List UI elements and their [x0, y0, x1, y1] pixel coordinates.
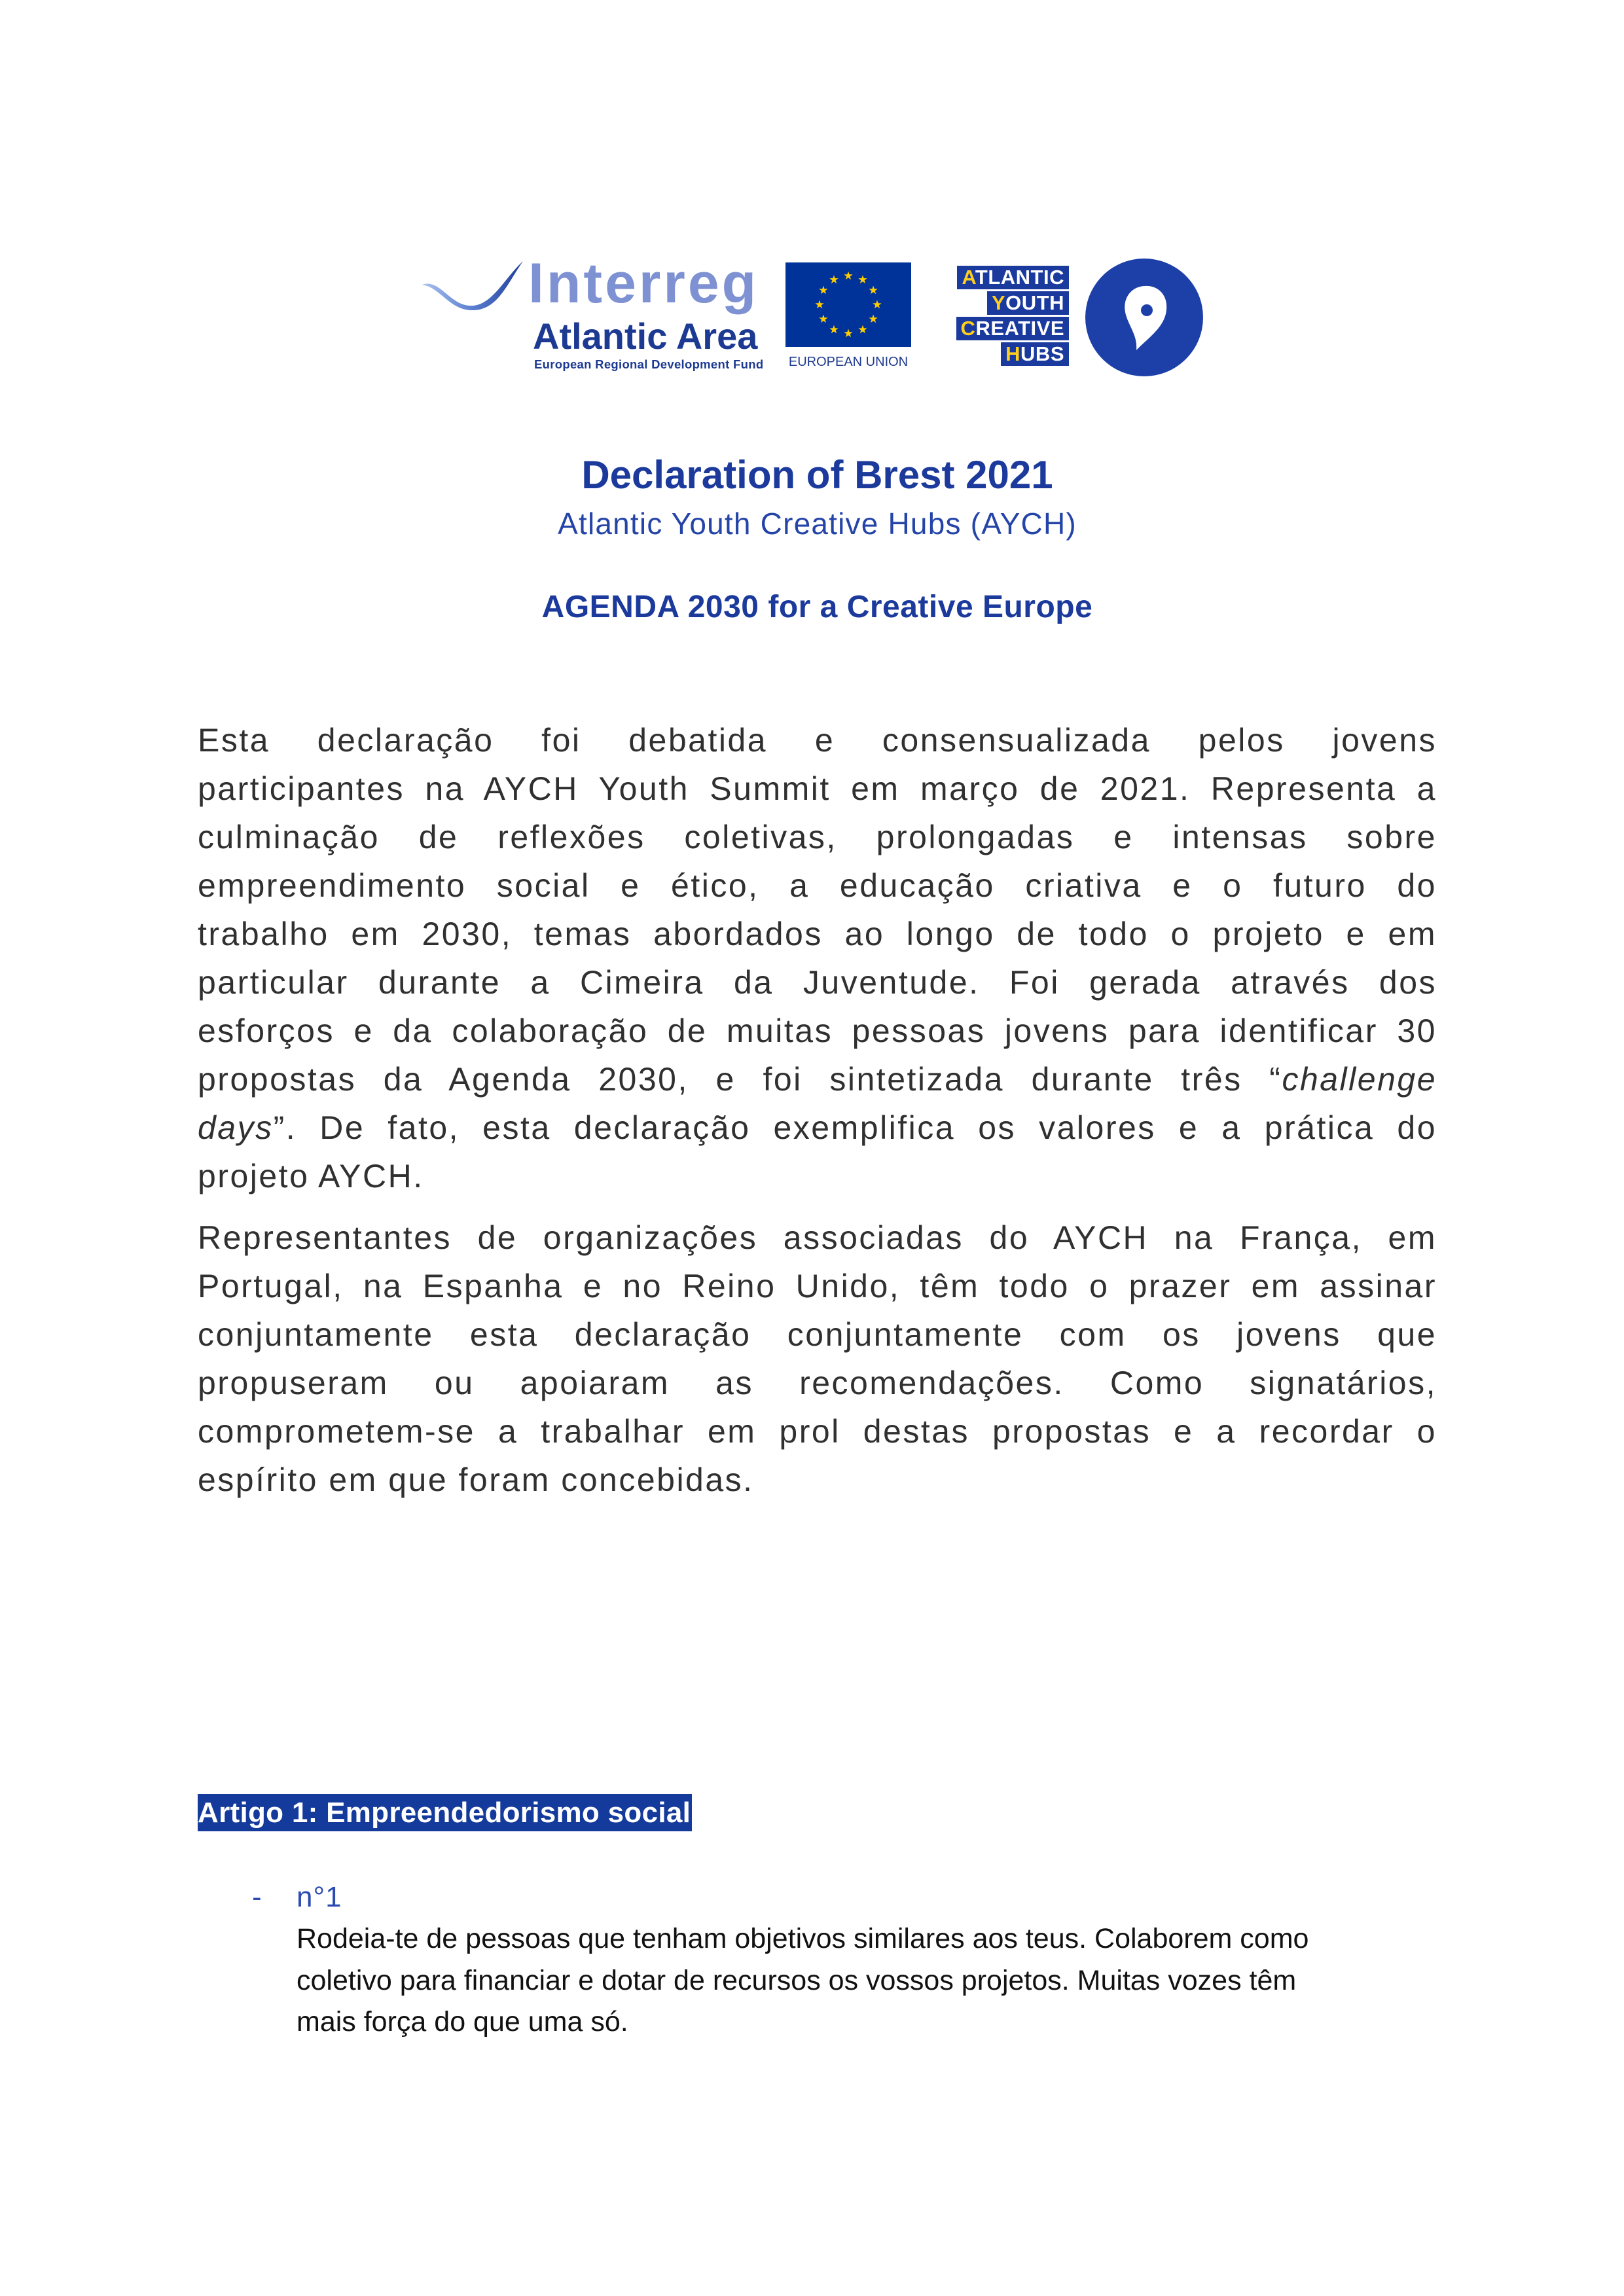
aych-logo-line: ATLANTIC — [957, 266, 1069, 289]
interreg-fund-name: European Regional Development Fund — [534, 357, 764, 371]
proposal-line: coletivo para financiar e dotar de recursos os vossos projetos. Muitas vozes têm — [297, 1964, 1297, 1996]
paragraph-text: propostas da Agenda 2030, e foi sintetizada durante três “ — [198, 1061, 1282, 1098]
paragraph-line: participantes na AYCH Youth Summit em março de 2021. Representa a — [198, 770, 1437, 807]
proposal-line: Rodeia-te de pessoas que tenham objetivos similares aos teus. Colaborem como — [297, 1923, 1309, 1954]
agenda-heading: AGENDA 2030 for a Creative Europe — [541, 590, 1093, 624]
aych-logo-line: YOUTH — [987, 291, 1069, 315]
eu-label: EUROPEAN UNION — [788, 355, 909, 369]
paragraph-line: trabalho em 2030, temas abordados ao longo de todo o projeto e em — [198, 916, 1437, 952]
paragraph-line: Portugal, na Espanha e no Reino Unido, têm todo o prazer em assinar — [198, 1268, 1437, 1304]
paragraph-line: projeto AYCH. — [198, 1158, 424, 1194]
interreg-program-name: Atlantic Area — [533, 315, 758, 357]
paragraph-line: conjuntamente esta declaração conjuntamente com os jovens que — [198, 1316, 1437, 1353]
paragraph-line: particular durante a Cimeira da Juventude. Foi gerada através dos — [198, 964, 1437, 1001]
list-bullet: - — [252, 1881, 262, 1913]
map-pin-icon — [1085, 259, 1203, 376]
paragraph-line: empreendimento social e ético, a educação criativa e o futuro do — [198, 867, 1437, 904]
paragraph-text: ”. De fato, esta declaração exemplifica os valores e a prática do — [273, 1109, 1437, 1146]
paragraph-line: propuseram ou apoiaram as recomendações. Como signatários, — [198, 1365, 1437, 1401]
paragraph-line — [198, 1103, 1437, 1152]
page-title: Declaration of Brest 2021 — [581, 453, 1053, 497]
page-subtitle: Atlantic Youth Creative Hubs (AYCH) — [558, 507, 1077, 541]
aych-logo-line: HUBS — [1001, 342, 1069, 366]
aych-logo — [952, 266, 1069, 366]
eu-flag-icon — [785, 262, 911, 347]
paragraph-line: Esta declaração foi debatida e consensualizada pelos jovens — [198, 722, 1437, 759]
paragraph-line: comprometem-se a trabalhar em prol destas propostas e a recordar o — [198, 1413, 1437, 1450]
paragraph-line: Representantes de organizações associadas do AYCH na França, em — [198, 1219, 1437, 1256]
article-heading: Artigo 1: Empreendedorismo social — [198, 1794, 692, 1831]
aych-logo-line: CREATIVE — [956, 317, 1069, 340]
paragraph-line: espírito em que foram concebidas. — [198, 1462, 754, 1498]
paragraph-line: culminação de reflexões coletivas, prolongadas e intensas sobre — [198, 819, 1437, 855]
proposal-line: mais força do que uma só. — [297, 2006, 628, 2037]
interreg-swoosh-icon — [421, 259, 524, 310]
paragraph-line — [198, 1055, 1437, 1103]
proposal-number: n°1 — [297, 1881, 342, 1913]
intro-paragraph-1 — [198, 716, 1437, 1200]
proposal-text — [297, 1918, 1449, 2043]
intro-paragraph-2 — [198, 1213, 1437, 1504]
interreg-logo-text: Interreg — [528, 252, 759, 315]
italic-term: challenge — [1282, 1061, 1437, 1098]
paragraph-line: esforços e da colaboração de muitas pessoas jovens para identificar 30 — [198, 1013, 1437, 1049]
italic-term: days — [198, 1109, 274, 1146]
